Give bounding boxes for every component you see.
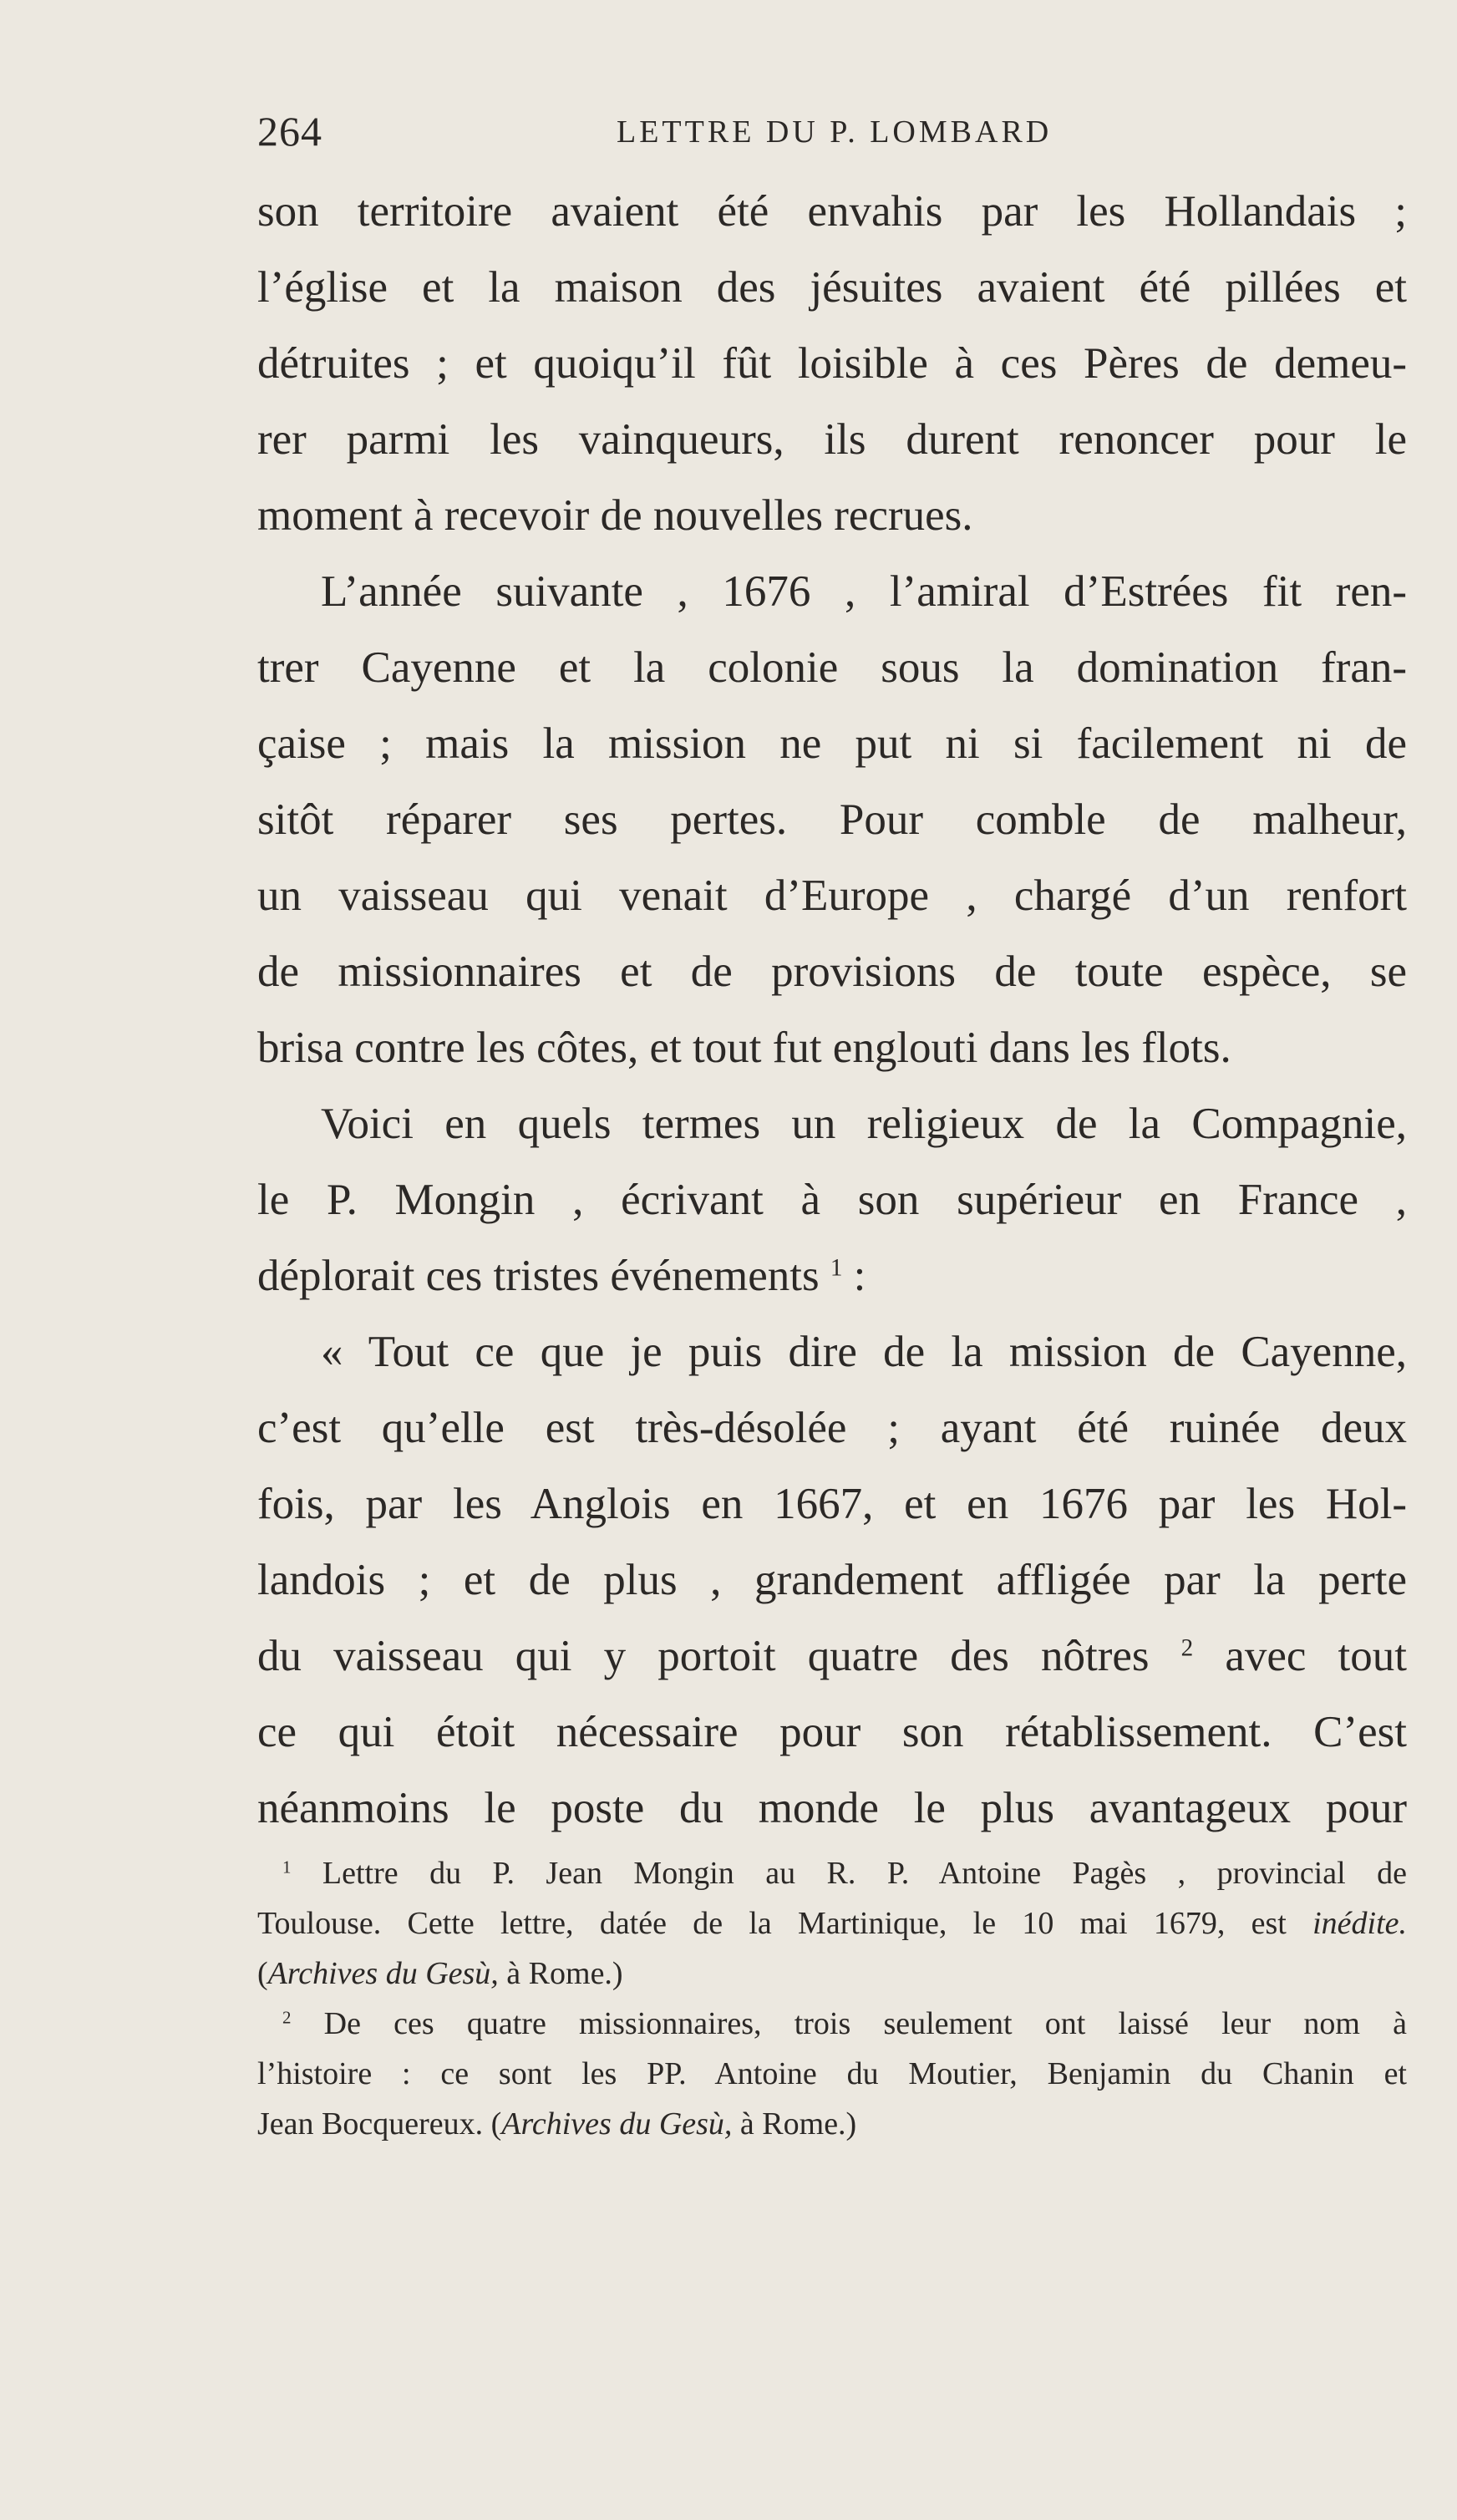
footnote-text: Jean Bocquereux. ( — [257, 2106, 502, 2141]
text-line-with-note — [257, 1238, 1407, 1314]
text-line: rer parmi les vainqueurs, ils durent renoncer pour le — [257, 415, 1407, 464]
text-line: détruites ; et quoiqu’il fût loisible à ces Pères de demeu- — [257, 339, 1407, 388]
text-line: çaise ; mais la mission ne put ni si facilement ni de — [257, 719, 1407, 768]
footnote-emphasis: inédite. — [1312, 1906, 1407, 1941]
footnote-text: Lettre du P. Jean Mongin au R. P. Antoine Pagès , provincial de — [291, 1856, 1407, 1891]
footnote-emphasis: Archives du Gesù, — [501, 2106, 733, 2141]
text-line: de missionnaires et de provisions de toute espèce, se — [257, 948, 1407, 996]
text-line: trer Cayenne et la colonie sous la domination fran- — [257, 643, 1407, 692]
text-line: L’année suivante , 1676 , l’amiral d’Estrées fit ren- — [321, 567, 1407, 616]
text-line: brisa contre les côtes, et tout fut englouti dans les flots. — [257, 1024, 1231, 1072]
text-segment: : — [842, 1252, 866, 1300]
text-line: moment à recevoir de nouvelles recrues. — [257, 491, 973, 540]
footnote-marker-2: 2 — [282, 2007, 292, 2028]
page-number: 264 — [257, 108, 322, 155]
text-line: un vaisseau qui venait d’Europe , chargé d’un renfort — [257, 871, 1407, 920]
footnotes — [257, 1848, 1407, 2149]
footnote-text: à Rome.) — [498, 1956, 623, 1991]
footnote-2 — [257, 1999, 1407, 2049]
footnote-2-line — [257, 2099, 1407, 2149]
footnote-text: à Rome.) — [732, 2106, 857, 2141]
footnote-1-line — [257, 1898, 1407, 1948]
text-line: c’est qu’elle est très-désolée ; ayant été ruinée deux — [257, 1404, 1407, 1452]
text-line: son territoire avaient été envahis par les Hollandais ; — [257, 187, 1407, 236]
text-segment: avec tout — [1193, 1632, 1407, 1680]
footnote-ref-1: 1 — [830, 1254, 843, 1282]
text-line: fois, par les Anglois en 1667, et en 1676 par les Hol- — [257, 1480, 1407, 1528]
footnote-1 — [257, 1848, 1407, 1898]
text-line: « Tout ce que je puis dire de la mission de Cayenne, — [321, 1328, 1407, 1376]
text-segment: déplorait ces tristes événements — [257, 1252, 820, 1300]
text-line-with-note — [257, 1618, 1407, 1694]
footnote-text: ( — [257, 1956, 268, 1991]
footnote-1-line — [257, 1948, 1407, 1999]
footnote-ref-2: 2 — [1180, 1634, 1194, 1662]
page-header — [257, 107, 1407, 157]
text-segment: du vaisseau qui y portoit quatre des nôtres — [257, 1632, 1150, 1680]
text-line: le P. Mongin , écrivant à son supérieur en France , — [257, 1176, 1407, 1224]
footnote-text: Toulouse. Cette lettre, datée de la Martinique, le 10 mai 1679, est — [257, 1906, 1313, 1941]
body-text — [257, 174, 1407, 1847]
footnote-text: De ces quatre missionnaires, trois seulement ont laissé leur nom à — [291, 2006, 1407, 2041]
text-line: néanmoins le poste du monde le plus avantageux pour — [257, 1784, 1407, 1832]
text-line: landois ; et de plus , grandement affligée par la perte — [257, 1556, 1407, 1604]
text-line: Voici en quels termes un religieux de la Compagnie, — [321, 1100, 1407, 1148]
footnote-2-line: l’histoire : ce sont les PP. Antoine du Moutier, Benjamin du Chanin et — [257, 2056, 1407, 2091]
text-line: l’église et la maison des jésuites avaient été pillées et — [257, 263, 1407, 312]
running-head: LETTRE DU P. LOMBARD — [617, 114, 1053, 150]
text-line: ce qui étoit nécessaire pour son rétablissement. C’est — [257, 1708, 1407, 1756]
text-line: sitôt réparer ses pertes. Pour comble de malheur, — [257, 795, 1407, 844]
footnote-emphasis: Archives du Gesù, — [267, 1956, 499, 1991]
footnote-marker-1: 1 — [282, 1857, 292, 1877]
